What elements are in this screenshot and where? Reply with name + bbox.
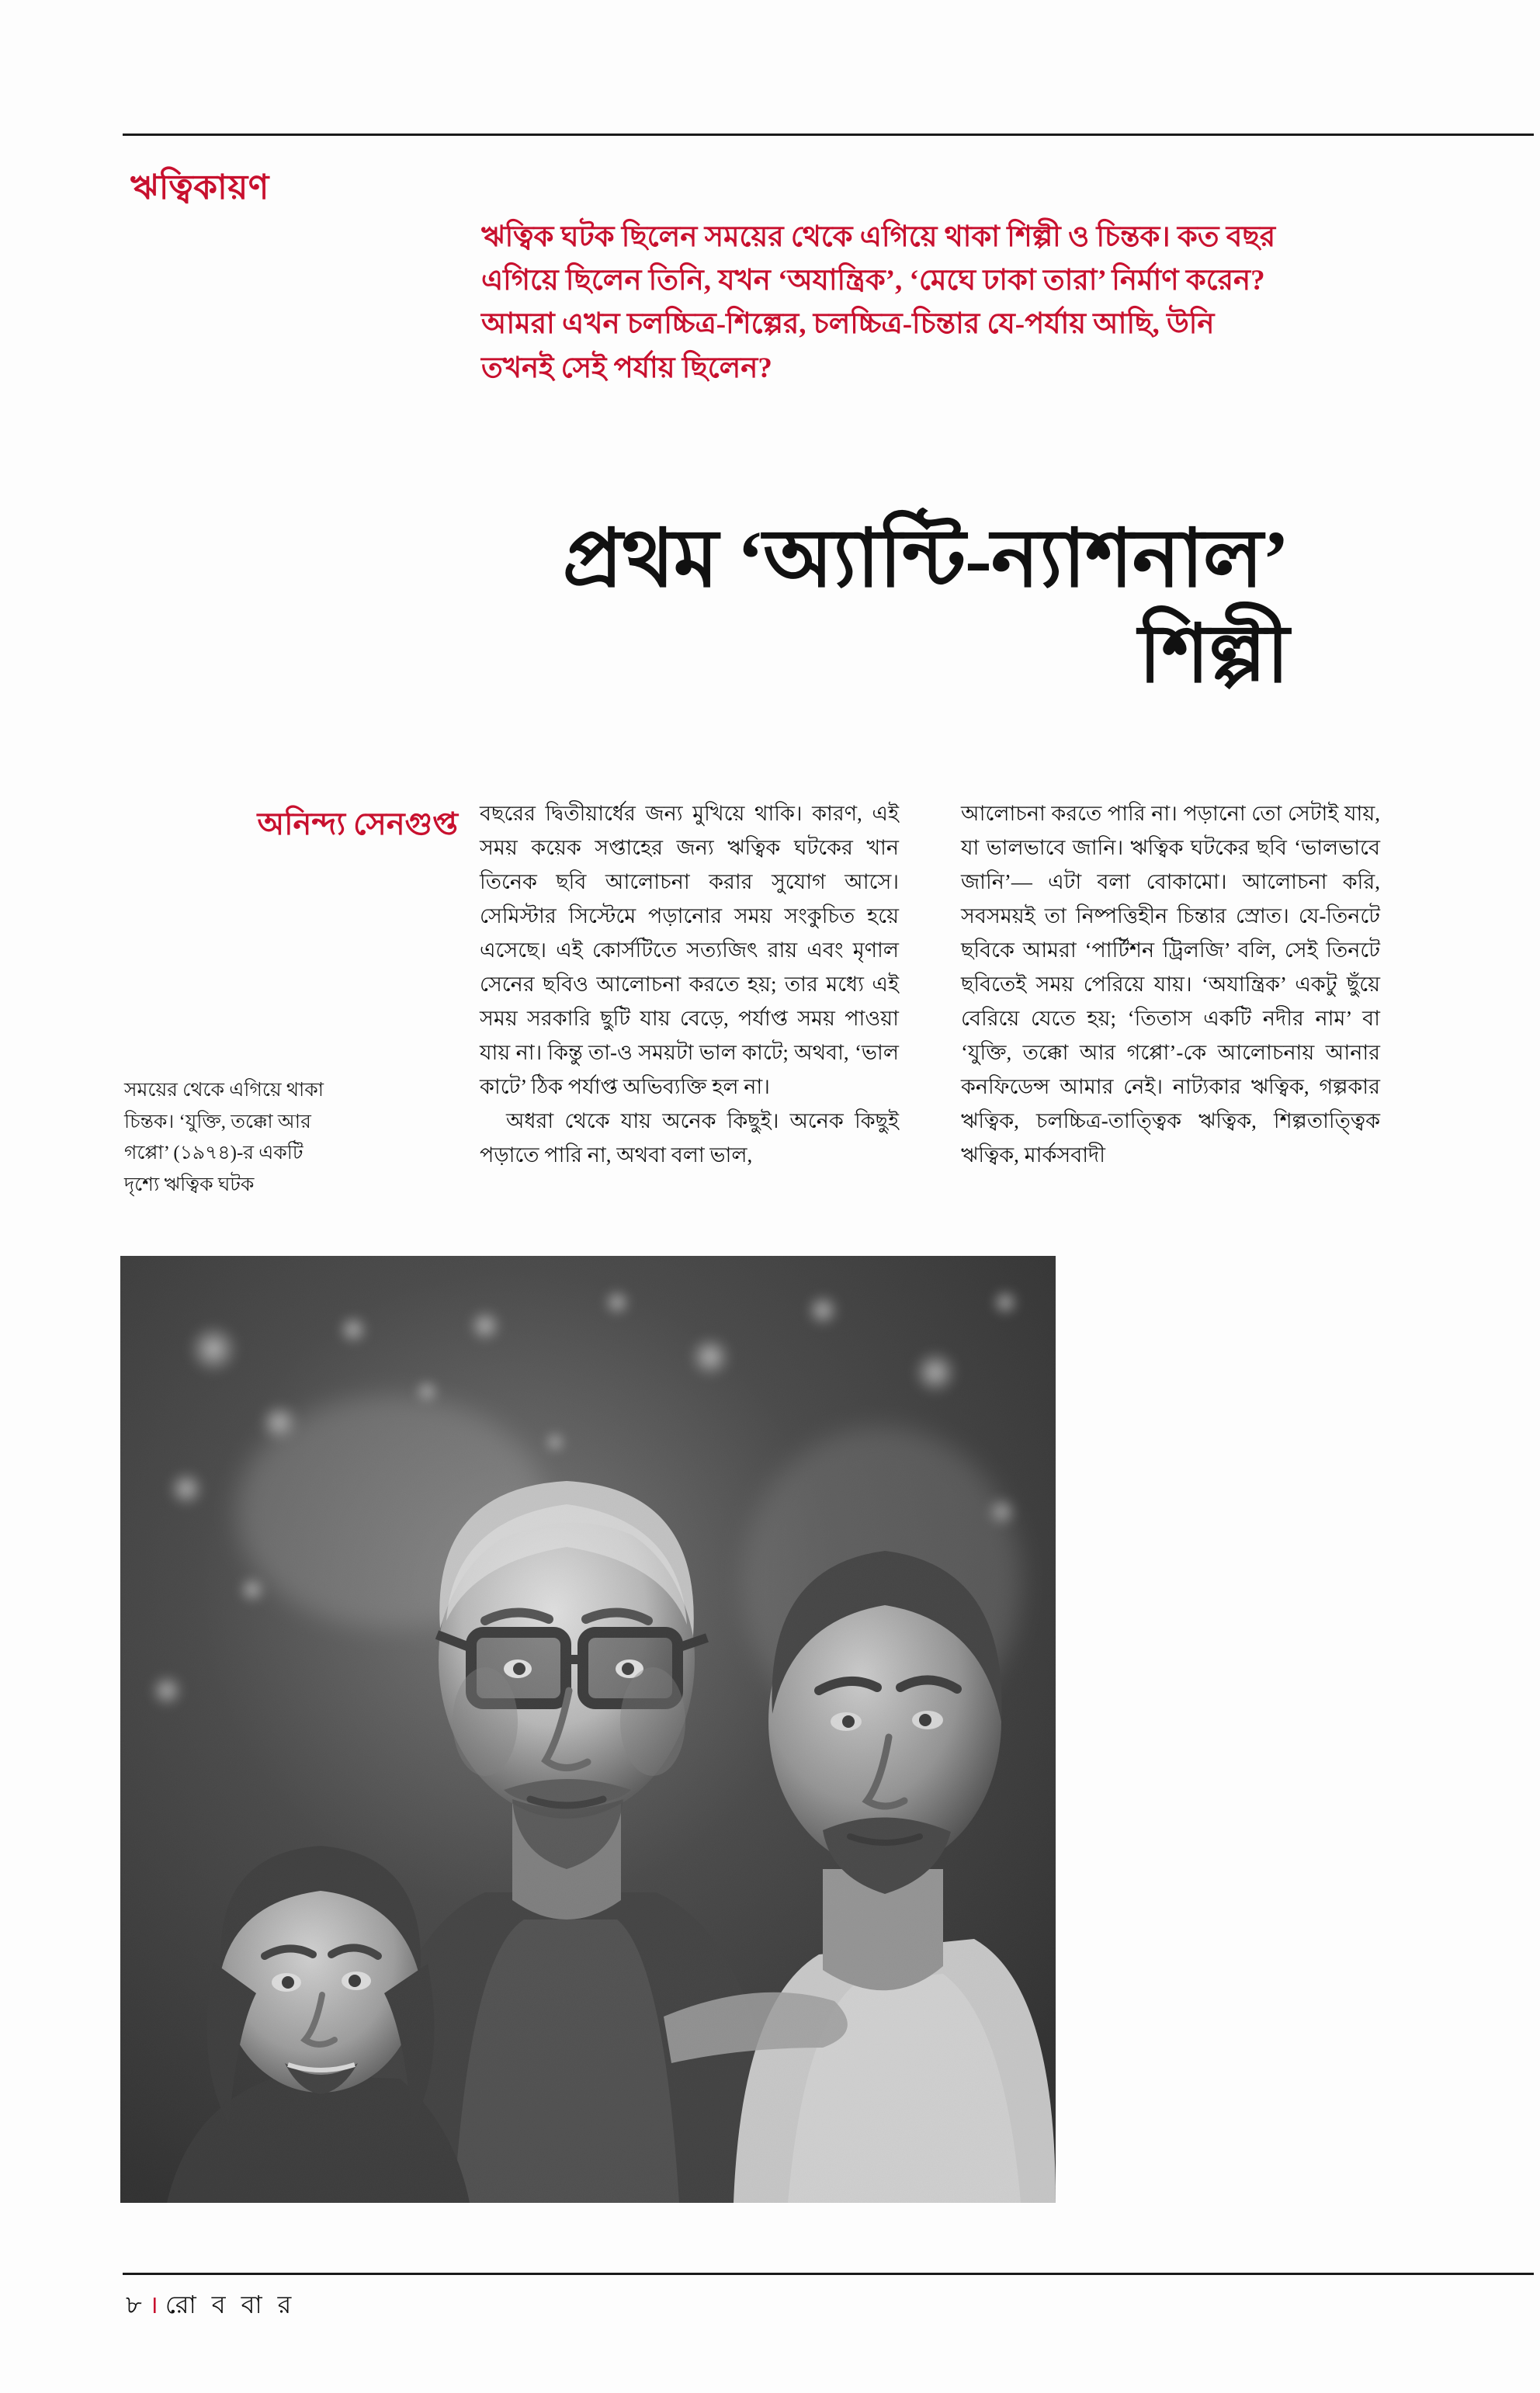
page-title: প্রথম ‘অ্যান্টি-ন্যাশনাল’ শিল্পী bbox=[562, 515, 1289, 699]
standfirst-deck: ঋত্বিক ঘটক ছিলেন সময়ের থেকে এগিয়ে থাকা শিল্পী ও চিন্তক। কত বছর এগিয়ে ছিলেন তিনি, যখন ‘অযান্ত্রিক’, ‘মেঘে ঢাকা তারা’ নির্মাণ করেন? আমরা এখন চলচ্চিত্র-শিল্পের, চলচ্চিত্র-চিন্তার যে-পর্যায় আছি, উনি তখনই সেই পর্যায় ছিলেন? bbox=[481, 221, 1276, 384]
magazine-name: রো ব বা র bbox=[165, 2291, 297, 2318]
folio-number: ৮ bbox=[126, 2291, 143, 2318]
top-divider bbox=[123, 134, 1534, 136]
folio-separator: । bbox=[148, 2291, 159, 2318]
footer-divider bbox=[123, 2273, 1534, 2275]
photo-caption: সময়ের থেকে এগিয়ে থাকা চিন্তক। ‘যুক্তি, তক্কো আর গপ্পো’ (১৯৭৪)-র একটি দৃশ্যে ঋত্বিক ঘটক bbox=[124, 1080, 324, 1195]
paragraph: অধরা থেকে যায় অনেক কিছুই। অনেক কিছুই পড়াতে পারি না, অথবা বলা ভাল, bbox=[480, 1109, 899, 1167]
paragraph: বছরের দ্বিতীয়ার্ধের জন্য মুখিয়ে থাকি। কারণ, এই সময় কয়েক সপ্তাহের জন্য ঋত্বিক ঘটকের খান তিনেক ছবি আলোচনা করার সুযোগ আসে। সেমিস্টার সিস্টেমে পড়ানোর সময় সংকুচিত হয়ে এসেছে। এই কোর্সটিতে সত্যজিৎ রায় এবং মৃণাল সেনের ছবিও আলোচনা করতে হয়; তার মধ্যে এই সময় সরকারি ছুটি যায় বেড়ে, পর্যাপ্ত সময় পাওয়া যায় না। কিন্তু তা-ও সময়টা ভাল কাটে; অথবা, ‘ভাল কাটে’ ঠিক পর্যাপ্ত অভিব্যক্তি হল না। bbox=[480, 802, 899, 1098]
article-photo bbox=[120, 1256, 1056, 2203]
page-footer bbox=[126, 2285, 296, 2327]
paragraph: আলোচনা করতে পারি না। পড়ানো তো সেটাই যায়, যা ভালভাবে জানি। ঋত্বিক ঘটকের ছবি ‘ভালভাবে জানি’— এটা বলা বোকামো। আলোচনা করি, সবসময়ই তা নিষ্পত্তিহীন চিন্তার স্রোত। যে-তিনটে ছবিকে আমরা ‘পার্টিশন ট্রিলজি’ বলি, সেই তিনটে ছবিতেই সময় পেরিয়ে যায়। ‘অযান্ত্রিক’ একটু ছুঁয়ে বেরিয়ে যেতে হয়; ‘তিতাস একটি নদীর নাম’ বা ‘যুক্তি, তক্কো আর গপ্পো’-কে আলোচনায় আনার কনফিডেন্স আমার নেই। নাট্যকার ঋত্বিক, গল্পকার ঋত্বিক, চলচ্চিত্র-তাত্ত্বিক ঋত্বিক, শিল্পতাত্ত্বিক ঋত্বিক, মার্কসবাদী bbox=[961, 802, 1380, 1167]
photo-illustration bbox=[120, 1256, 1056, 2203]
section-label: ঋত্বিকায়ণ bbox=[130, 168, 269, 206]
body-column-1 bbox=[480, 796, 899, 1172]
author-byline: অনিন্দ্য সেনগুপ্ত bbox=[257, 806, 458, 841]
body-column-2 bbox=[961, 796, 1380, 1172]
